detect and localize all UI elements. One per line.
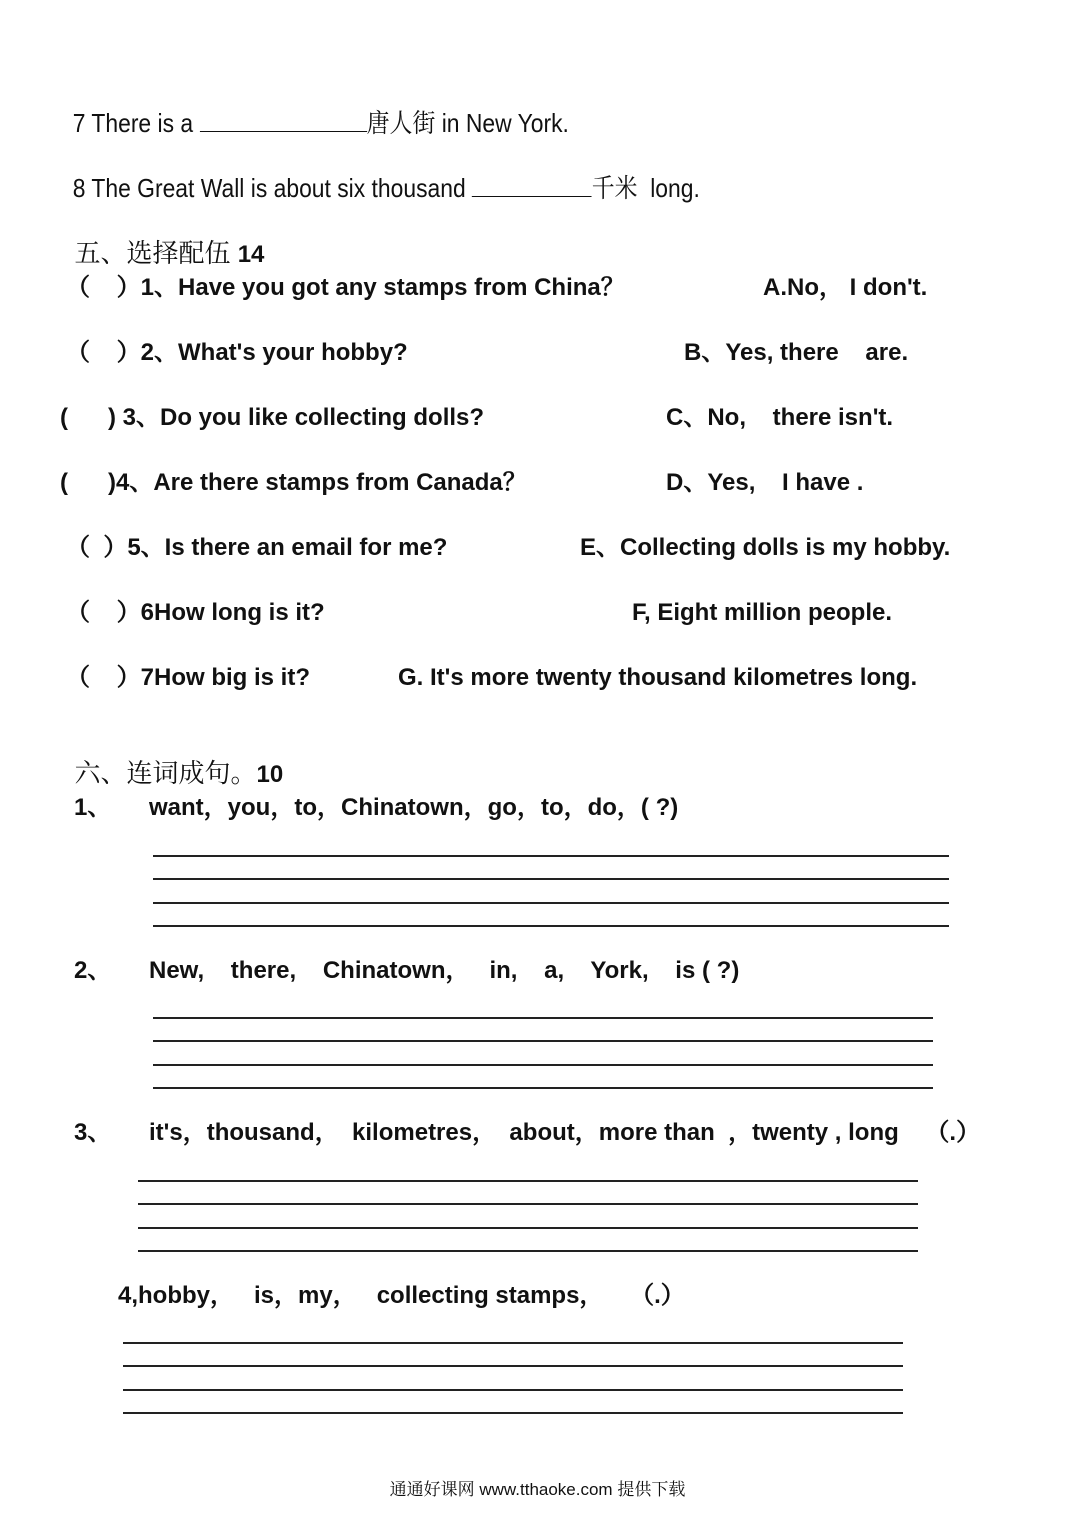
page-footer: 通通好课网 www.tthaoke.com 提供下载 (389, 1480, 686, 1499)
q7-text-before: 7 There is a (72, 108, 200, 138)
match-question-7[interactable]: （ ）7How big is it? (66, 664, 311, 691)
match-question-4[interactable]: ( )4、Are there stamps from Canada？ (60, 469, 527, 496)
match-answer-g: G. It's more twenty thousand kilometres long. (398, 664, 918, 691)
writing-line (138, 1227, 918, 1229)
writing-line (123, 1389, 903, 1391)
sentence-item-4-words: 4,hobby， is，my， collecting stamps， （.） (118, 1282, 685, 1309)
match-answer-c: C、No, there isn't. (666, 404, 894, 431)
answer-lines-4[interactable] (123, 1342, 903, 1416)
match-question-2[interactable]: （ ）2、What's your hobby? (66, 339, 408, 366)
q7-answer-blank[interactable] (199, 109, 366, 132)
writing-line (153, 1017, 933, 1019)
match-answer-a: A.No， I don't. (763, 274, 928, 301)
writing-line (123, 1342, 903, 1344)
answer-lines-2[interactable] (153, 1017, 933, 1091)
writing-line (153, 925, 949, 927)
sentence-item-3-words: it's，thousand， kilometres， about，more than ，twenty , long （.） (149, 1119, 981, 1146)
q8-text-before: 8 The Great Wall is about six thousand (72, 173, 473, 203)
writing-line (153, 1040, 933, 1042)
fill-in-q7 (60, 78, 569, 138)
sentence-item-2-number: 2、 (74, 957, 112, 984)
q7-chinese-hint: 唐人街 (366, 108, 436, 138)
writing-line (153, 855, 949, 857)
answer-lines-1[interactable] (153, 855, 949, 929)
section5-heading (60, 208, 264, 270)
match-question-1[interactable]: （ ）1、Have you got any stamps from China？ (66, 274, 625, 301)
writing-line (153, 1087, 933, 1089)
section6-score: 10 (256, 761, 284, 788)
writing-line (123, 1412, 903, 1414)
writing-line (153, 878, 949, 880)
writing-line (153, 1064, 933, 1066)
sentence-item-1-number: 1、 (74, 794, 112, 821)
writing-line (138, 1180, 918, 1182)
writing-line (123, 1365, 903, 1367)
answer-lines-3[interactable] (138, 1180, 918, 1254)
q8-answer-blank[interactable] (472, 174, 592, 197)
match-answer-e: E、Collecting dolls is my hobby. (580, 534, 951, 561)
match-question-6[interactable]: （ ）6How long is it? (66, 599, 325, 626)
sentence-item-1-words: want，you，to，Chinatown，go，to，do，( ?) (149, 794, 679, 821)
writing-line (138, 1203, 918, 1205)
q7-text-after: in New York. (435, 108, 569, 138)
writing-line (138, 1250, 918, 1252)
section5-title: 五、选择配伍 (74, 238, 231, 268)
q8-text-after: long. (637, 173, 700, 203)
writing-line (153, 902, 949, 904)
match-answer-b: B、Yes, there are. (684, 339, 909, 366)
match-answer-f: F, Eight million people. (632, 599, 893, 626)
section6-heading (60, 728, 283, 790)
fill-in-q8 (60, 143, 700, 203)
match-question-3[interactable]: ( ) 3、Do you like collecting dolls? (60, 404, 485, 431)
section5-score: 14 (237, 241, 265, 268)
match-question-5[interactable]: （ ）5、Is there an email for me? (66, 534, 448, 561)
sentence-item-3-number: 3、 (74, 1119, 112, 1146)
q8-chinese-hint: 千米 (591, 173, 638, 203)
sentence-item-2-words: New, there, Chinatown， in, a, York, is ( ?) (149, 957, 740, 984)
match-answer-d: D、Yes, I have . (666, 469, 864, 496)
section6-title: 六、连词成句。 (74, 758, 257, 788)
